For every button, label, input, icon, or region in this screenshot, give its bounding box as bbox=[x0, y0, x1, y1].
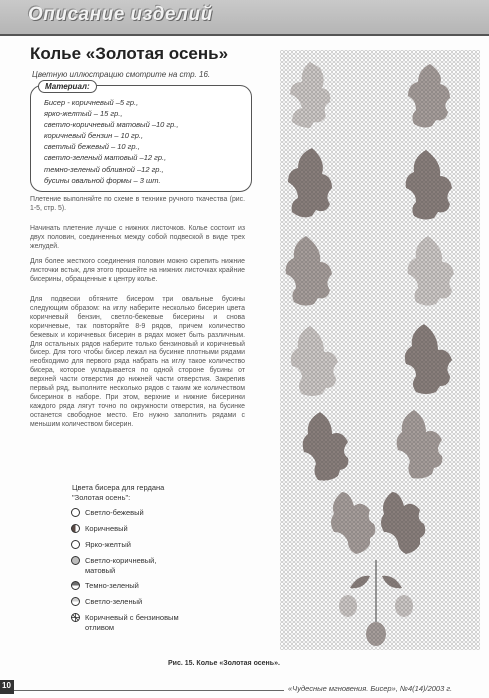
legend-item-label: Ярко-желтый bbox=[85, 540, 131, 549]
article-title: Колье «Золотая осень» bbox=[30, 44, 229, 63]
legend-item-label-cont: матовый bbox=[85, 566, 116, 575]
illustration-note: Цветную иллюстрацию смотрите на стр. 16. bbox=[32, 70, 211, 79]
page-number: 10 bbox=[2, 681, 11, 690]
footer-rule bbox=[14, 690, 284, 691]
legend-item-label-cont: отливом bbox=[85, 623, 115, 632]
legend-item-label: Светло-коричневый, bbox=[85, 556, 157, 565]
section-banner bbox=[0, 0, 489, 34]
material-item: светло-коричневый матовый –10 гр., bbox=[44, 120, 179, 130]
paragraph: Для более жесткого соединения половин можно скрепить нижние листочки встык, для этого прошейте на нижних листочках крайние бисерины, обращенные к центру колье. bbox=[30, 258, 245, 283]
brown-petrol-swatch-icon bbox=[71, 613, 80, 622]
paragraph: Начинать плетение лучше с нижних листочков. Колье состоит из двух половин, соединенных между собой подвеской в виде трех желудей. bbox=[30, 225, 245, 250]
legend-title bbox=[72, 483, 164, 503]
paragraph: Плетение выполняйте по схеме в технике ручного ткачества (рис. 1-5, стр. 5). bbox=[30, 196, 245, 212]
materials-list bbox=[44, 97, 178, 186]
legend-title-line: "Золотая осень": bbox=[72, 493, 131, 502]
material-item: светло-зеленый матовый –12 гр., bbox=[44, 153, 167, 163]
light-beige-swatch-icon bbox=[71, 508, 80, 517]
legend-item-label: Коричневый bbox=[85, 524, 128, 533]
magazine-credit: «Чудесные мгновения. Бисер», №4(14)/2003 г. bbox=[288, 684, 453, 693]
banner-rule bbox=[0, 34, 489, 36]
material-item: коричневый бензин – 10 гр., bbox=[44, 131, 144, 141]
material-item: ярко-желтый – 15 гр., bbox=[44, 109, 123, 119]
light-brown-swatch-icon bbox=[71, 556, 80, 565]
light-green-swatch-icon bbox=[71, 597, 80, 606]
bright-yellow-swatch-icon bbox=[71, 540, 80, 549]
banner-title: Описание изделий bbox=[28, 4, 213, 25]
material-item: темно-зеленый обливной –12 гр., bbox=[44, 164, 164, 174]
materials-label: Материал: bbox=[38, 80, 97, 93]
dark-green-swatch-icon bbox=[71, 581, 80, 590]
legend-title-line: Цвета бисера для гердана bbox=[72, 483, 165, 492]
figure-caption: Рис. 15. Колье «Золотая осень». bbox=[168, 660, 280, 667]
material-item: бусины овальной формы – 3 шт. bbox=[44, 175, 161, 185]
paragraph: Для подвески обтяните бисером три овальные бусины следующим образом: на иглу наберите несколько бисерин цвета коричневый бензин, светло-бежевые бисерины и снова коричневые, так повторяйте 8-9 рядов, причем количество бежевых и коричневых бисерин в рядах может быть различным. Для остальных рядов наберите только бензиновый и коричневый бисер. Для того чтобы бисер лежал на бусинке плотными рядами необходимо для первого ряда набрать на иглу такое количество бисера, которое укладывается по одной стороне бусины от верхней части отверстия до нижней части отверстия. Закрепив первый ряд, выполните несколько рядов с таким же количеством бисеринок в наборе. При этом, верхние и нижние бисеринки каждого ряда лягут точно по окружности отверстия, на бусинке останется свободное место. Его нужно заполнить рядами с меньшим количеством бисерин. bbox=[30, 296, 245, 428]
brown-swatch-icon bbox=[71, 524, 80, 533]
legend-item-label: Светло-зеленый bbox=[85, 597, 143, 606]
material-item: Бисер - коричневый –5 гр., bbox=[44, 98, 139, 107]
legend-item-label: Светло-бежевый bbox=[85, 508, 144, 517]
legend-item-label: Темно-зеленый bbox=[85, 581, 139, 590]
material-item: светлый бежевый – 10 гр., bbox=[44, 142, 140, 152]
legend-item-label: Коричневый с бензиновым bbox=[85, 613, 179, 622]
necklace-bead-diagram bbox=[250, 40, 485, 655]
